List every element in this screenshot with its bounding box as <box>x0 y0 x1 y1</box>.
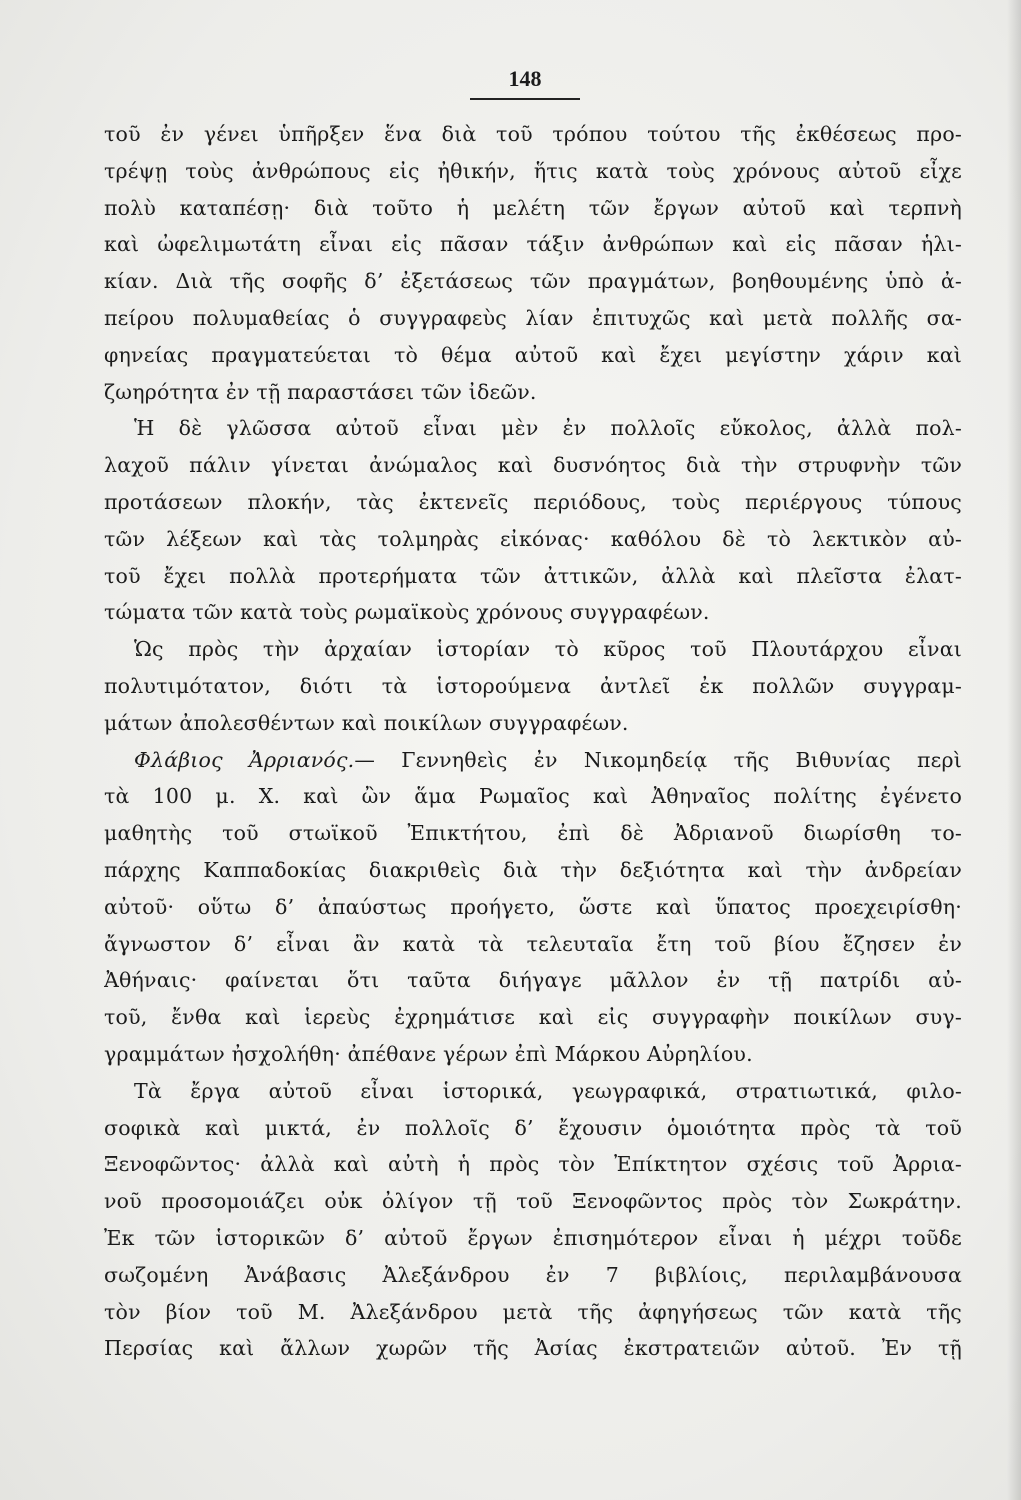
section-heading-italic: Φλάβιος Ἀρριανός. <box>134 747 355 772</box>
text-line: τὰ 100 μ. Χ. καὶ ὢν ἅμα Ρωμαῖος καὶ Ἀθηναῖος πολίτης ἐγένετο <box>104 784 962 809</box>
text-line: τῶν λέξεων καὶ τὰς τολμηρὰς εἰκόνας· καθόλου δὲ τὸ λεκτικὸν αὐ- <box>104 526 962 551</box>
text-line: φηνείας πραγματεύεται τὸ θέμα αὐτοῦ καὶ ἔχει μεγίστην χάριν καὶ <box>104 342 962 367</box>
text-line: λαχοῦ πάλιν γίνεται ἀνώμαλος καὶ δυσνόητος διὰ τὴν στρυφνὴν τῶν <box>104 453 962 478</box>
text-line: τοῦ ἐν γένει ὑπῆρξεν ἕνα διὰ τοῦ τρόπου τούτου τῆς ἐκθέσεως προ- <box>104 122 962 146</box>
text-line: σοφικὰ καὶ μικτά, ἐν πολλοῖς δ’ ἔχουσιν ὁμοιότητα πρὸς τὰ τοῦ <box>104 1115 962 1140</box>
text-line: μαθητὴς τοῦ στωϊκοῦ Ἐπικτήτου, ἐπὶ δὲ Ἀδριανοῦ διωρίσθη το- <box>104 821 962 846</box>
text-line: Ἡ δὲ γλῶσσα αὐτοῦ εἶναι μὲν ἐν πολλοῖς εὔκολος, ἀλλὰ πολ- <box>134 416 962 441</box>
text-line: Περσίας καὶ ἄλλων χωρῶν τῆς Ἀσίας ἐκστρατειῶν αὐτοῦ. Ἐν τῇ <box>104 1336 962 1361</box>
text-line: Ὡς πρὸς τὴν ἀρχαίαν ἱστορίαν τὸ κῦρος τοῦ Πλουτάρχου εἶναι <box>134 637 962 662</box>
text-line: νοῦ προσομοιάζει οὐκ ὀλίγον τῇ τοῦ Ξενοφῶντος πρὸς τὸν Σωκράτην. <box>104 1189 962 1214</box>
text-line: τὸν βίον τοῦ Μ. Ἀλεξάνδρου μετὰ τῆς ἀφηγήσεως τῶν κατὰ τῆς <box>104 1299 962 1324</box>
page-edge-shadow <box>1007 0 1021 1500</box>
text-line: Τὰ ἔργα αὐτοῦ εἶναι ἱστορικά, γεωγραφικά, στρατιωτικά, φιλο- <box>134 1078 962 1103</box>
text-line: πείρου πολυμαθείας ὁ συγγραφεὺς λίαν ἐπιτυχῶς καὶ μετὰ πολλῆς σα- <box>104 305 962 330</box>
text-line: τώματα τῶν κατὰ τοὺς ρωμαϊκοὺς χρόνους συγγραφέων. <box>104 600 710 625</box>
text-line: πολυτιμότατον, διότι τὰ ἱστορούμενα ἀντλεῖ ἐκ πολλῶν συγγραμ- <box>104 673 962 698</box>
text-line: Ξενοφῶντος· ἀλλὰ καὶ αὐτὴ ἡ πρὸς τὸν Ἐπίκτητον σχέσις τοῦ Ἀρρια- <box>104 1152 962 1177</box>
text-line: μάτων ἀπολεσθέντων καὶ ποικίλων συγγραφέων. <box>104 710 629 735</box>
text-line: πολὺ καταπέσῃ· διὰ τοῦτο ἡ μελέτη τῶν ἔργων αὐτοῦ καὶ τερπνὴ <box>104 195 962 220</box>
text-line: γραμμάτων ἠσχολήθη· ἀπέθανε γέρων ἐπὶ Μάρκου Αὐρηλίου. <box>104 1041 753 1066</box>
text-line: Ἐκ τῶν ἱστορικῶν δ’ αὐτοῦ ἔργων ἐπισημότερον εἶναι ἡ μέχρι τοῦδε <box>104 1225 962 1250</box>
text-line: καὶ ὠφελιμωτάτη εἶναι εἰς πᾶσαν τάξιν ἀνθρώπων καὶ εἰς πᾶσαν ἡλι- <box>104 232 962 257</box>
text-line: Ἀθήναις· φαίνεται ὅτι ταῦτα διήγαγε μᾶλλον ἐν τῇ πατρίδι αὐ- <box>104 968 962 993</box>
text-line: τοῦ, ἔνθα καὶ ἱερεὺς ἐχρημάτισε καὶ εἰς συγγραφὴν ποικίλων συγ- <box>104 1005 962 1030</box>
text-line: αὐτοῦ· οὕτω δ’ ἀπαύστως προήγετο, ὥστε καὶ ὕπατος προεχειρίσθη· <box>104 894 962 919</box>
text-line: Φλάβιος Ἀρριανός.— Γεννηθεὶς ἐν Νικομηδείᾳ τῆς Βιθυνίας περὶ <box>134 747 962 772</box>
text-line: προτάσεων πλοκήν, τὰς ἐκτενεῖς περιόδους, τοὺς περιέργους τύπους <box>104 489 962 514</box>
text-line: τρέψῃ τοὺς ἀνθρώπους εἰς ἠθικήν, ἥτις κατὰ τοὺς χρόνους αὐτοῦ εἶχε <box>104 158 962 183</box>
page-number: 148 <box>470 66 580 100</box>
text-line: ζωηρότητα ἐν τῇ παραστάσει τῶν ἰδεῶν. <box>104 379 537 404</box>
text-line: κίαν. Διὰ τῆς σοφῆς δ’ ἐξετάσεως τῶν πραγμάτων, βοηθουμένης ὑπὸ ἀ- <box>104 269 962 294</box>
text-line: ἄγνωστον δ’ εἶναι ἂν κατὰ τὰ τελευταῖα ἔτη τοῦ βίου ἔζησεν ἐν <box>104 931 962 956</box>
text-line: πάρχης Καππαδοκίας διακριθεὶς διὰ τὴν δεξιότητα καὶ τὴν ἀνδρείαν <box>104 857 962 882</box>
text-line: τοῦ ἔχει πολλὰ προτερήματα τῶν ἀττικῶν, ἀλλὰ καὶ πλεῖστα ἐλατ- <box>104 563 962 588</box>
text-line: σωζομένη Ἀνάβασις Ἀλεξάνδρου ἐν 7 βιβλίοις, περιλαμβάνουσα <box>104 1262 962 1287</box>
text-body <box>104 116 962 1367</box>
